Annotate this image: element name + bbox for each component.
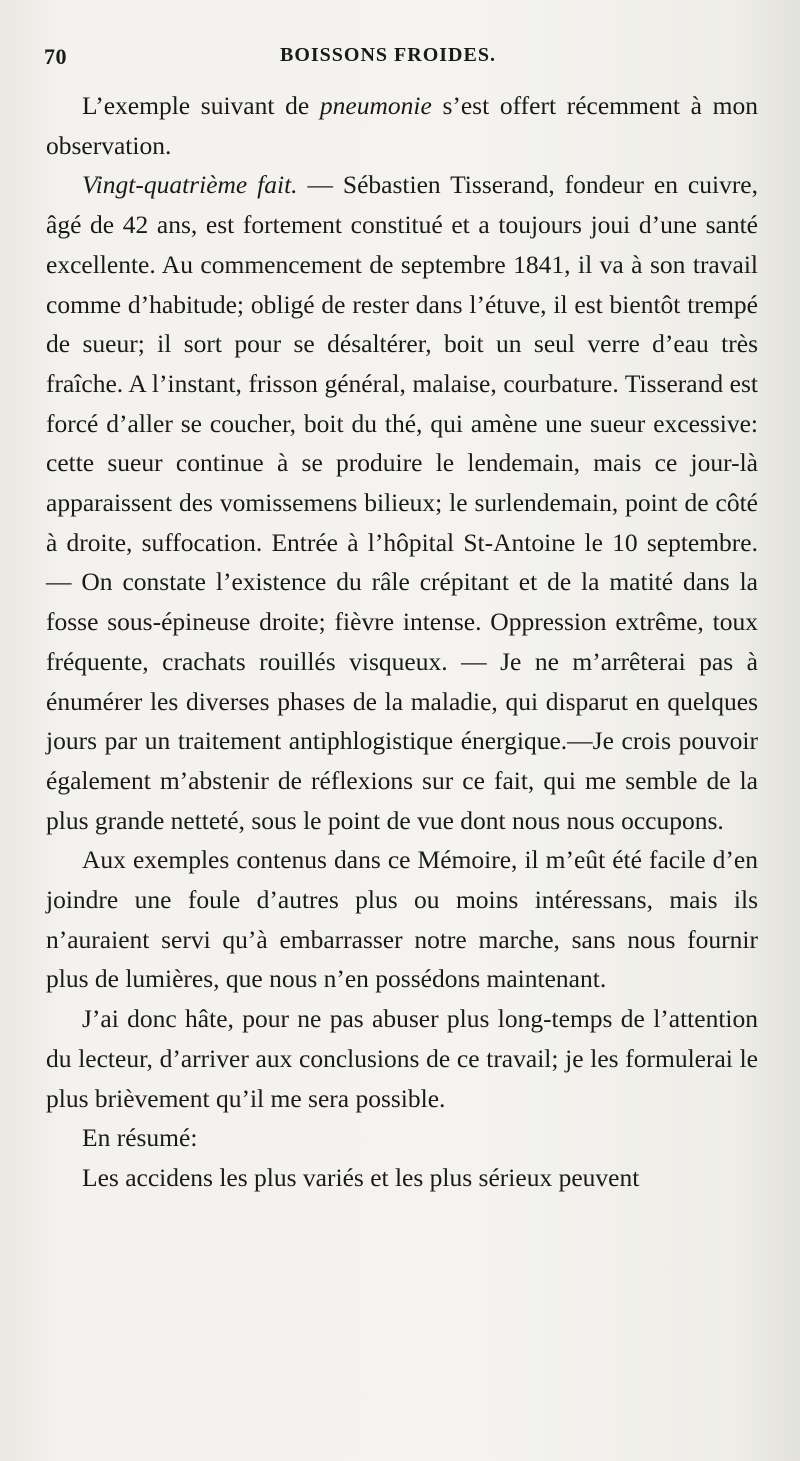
paragraph-summary-start: Les accidens les plus variés et les plus sérieux peuvent bbox=[82, 1162, 640, 1192]
page-header bbox=[44, 44, 754, 78]
paragraph-summary-heading: En résumé: bbox=[82, 1123, 198, 1153]
paragraph-case-24 bbox=[46, 165, 758, 840]
paragraph-text: s’est offert récemment à mon observation. bbox=[46, 91, 758, 160]
running-title: BOISSONS FROIDES. bbox=[280, 44, 496, 66]
page-body bbox=[46, 86, 758, 1198]
paragraph-text: — Sébastien Tisserand, fondeur en cuivre, âgé de 42 ans, est fortement constitué et a toujours joui d’une santé excellente. Au commencement de septembre 1841, il va à son travail comme d’habitude; obligé de rester dans l’étuve, il est bientôt trempé de sueur; il sort pour se désaltérer, boit un seul verre d’eau très fraîche. A l’instant, frisson général, malaise, courbature. Tisserand est forcé d’aller se coucher, boit du thé, qui amène une sueur excessive: cette sueur continue à se produire le lendemain, mais ce jour-là apparaissent des vomissemens bilieux; le surlendemain, point de côté à droite, suffocation. Entrée à l’hôpital St-Antoine le 10 septembre. — On constate l’existence du râle crépitant et de la matité dans la fosse sous-épineuse droite; fièvre intense. Oppression extrême, toux fréquente, crachats rouillés visqueux. — Je ne m’arrêterai pas à énumérer les diverses phases de la maladie, qui disparut en quelques jours par un traitement antiphlogistique énergique.—Je crois pouvoir également m’abstenir de réflexions sur ce fait, qui me semble de la plus grande netteté, sous le point de vue dont nous nous occupons. bbox=[46, 170, 759, 835]
case-heading: Vingt-quatrième fait. bbox=[82, 170, 298, 200]
paragraph-text: L’exemple suivant de bbox=[82, 91, 320, 120]
paragraph-conclusions: J’ai donc hâte, pour ne pas abuser plus long-temps de l’attention du lecteur, d’arriver aux conclusions de ce travail; je les formulerai le plus brièvement qu’il me sera possible. bbox=[46, 1004, 758, 1113]
paragraph-pneumonia-intro bbox=[46, 86, 758, 165]
page-number: 70 bbox=[44, 44, 67, 69]
italic-term: pneumonie bbox=[319, 91, 432, 120]
paragraph-other-examples: Aux exemples contenus dans ce Mémoire, il m’eût été facile d’en joindre une foule d’autres plus ou moins intéressans, mais ils n’auraient servi qu’à embarrasser notre marche, sans nous fournir plus de lumières, que nous n’en possédons maintenant. bbox=[46, 845, 758, 994]
